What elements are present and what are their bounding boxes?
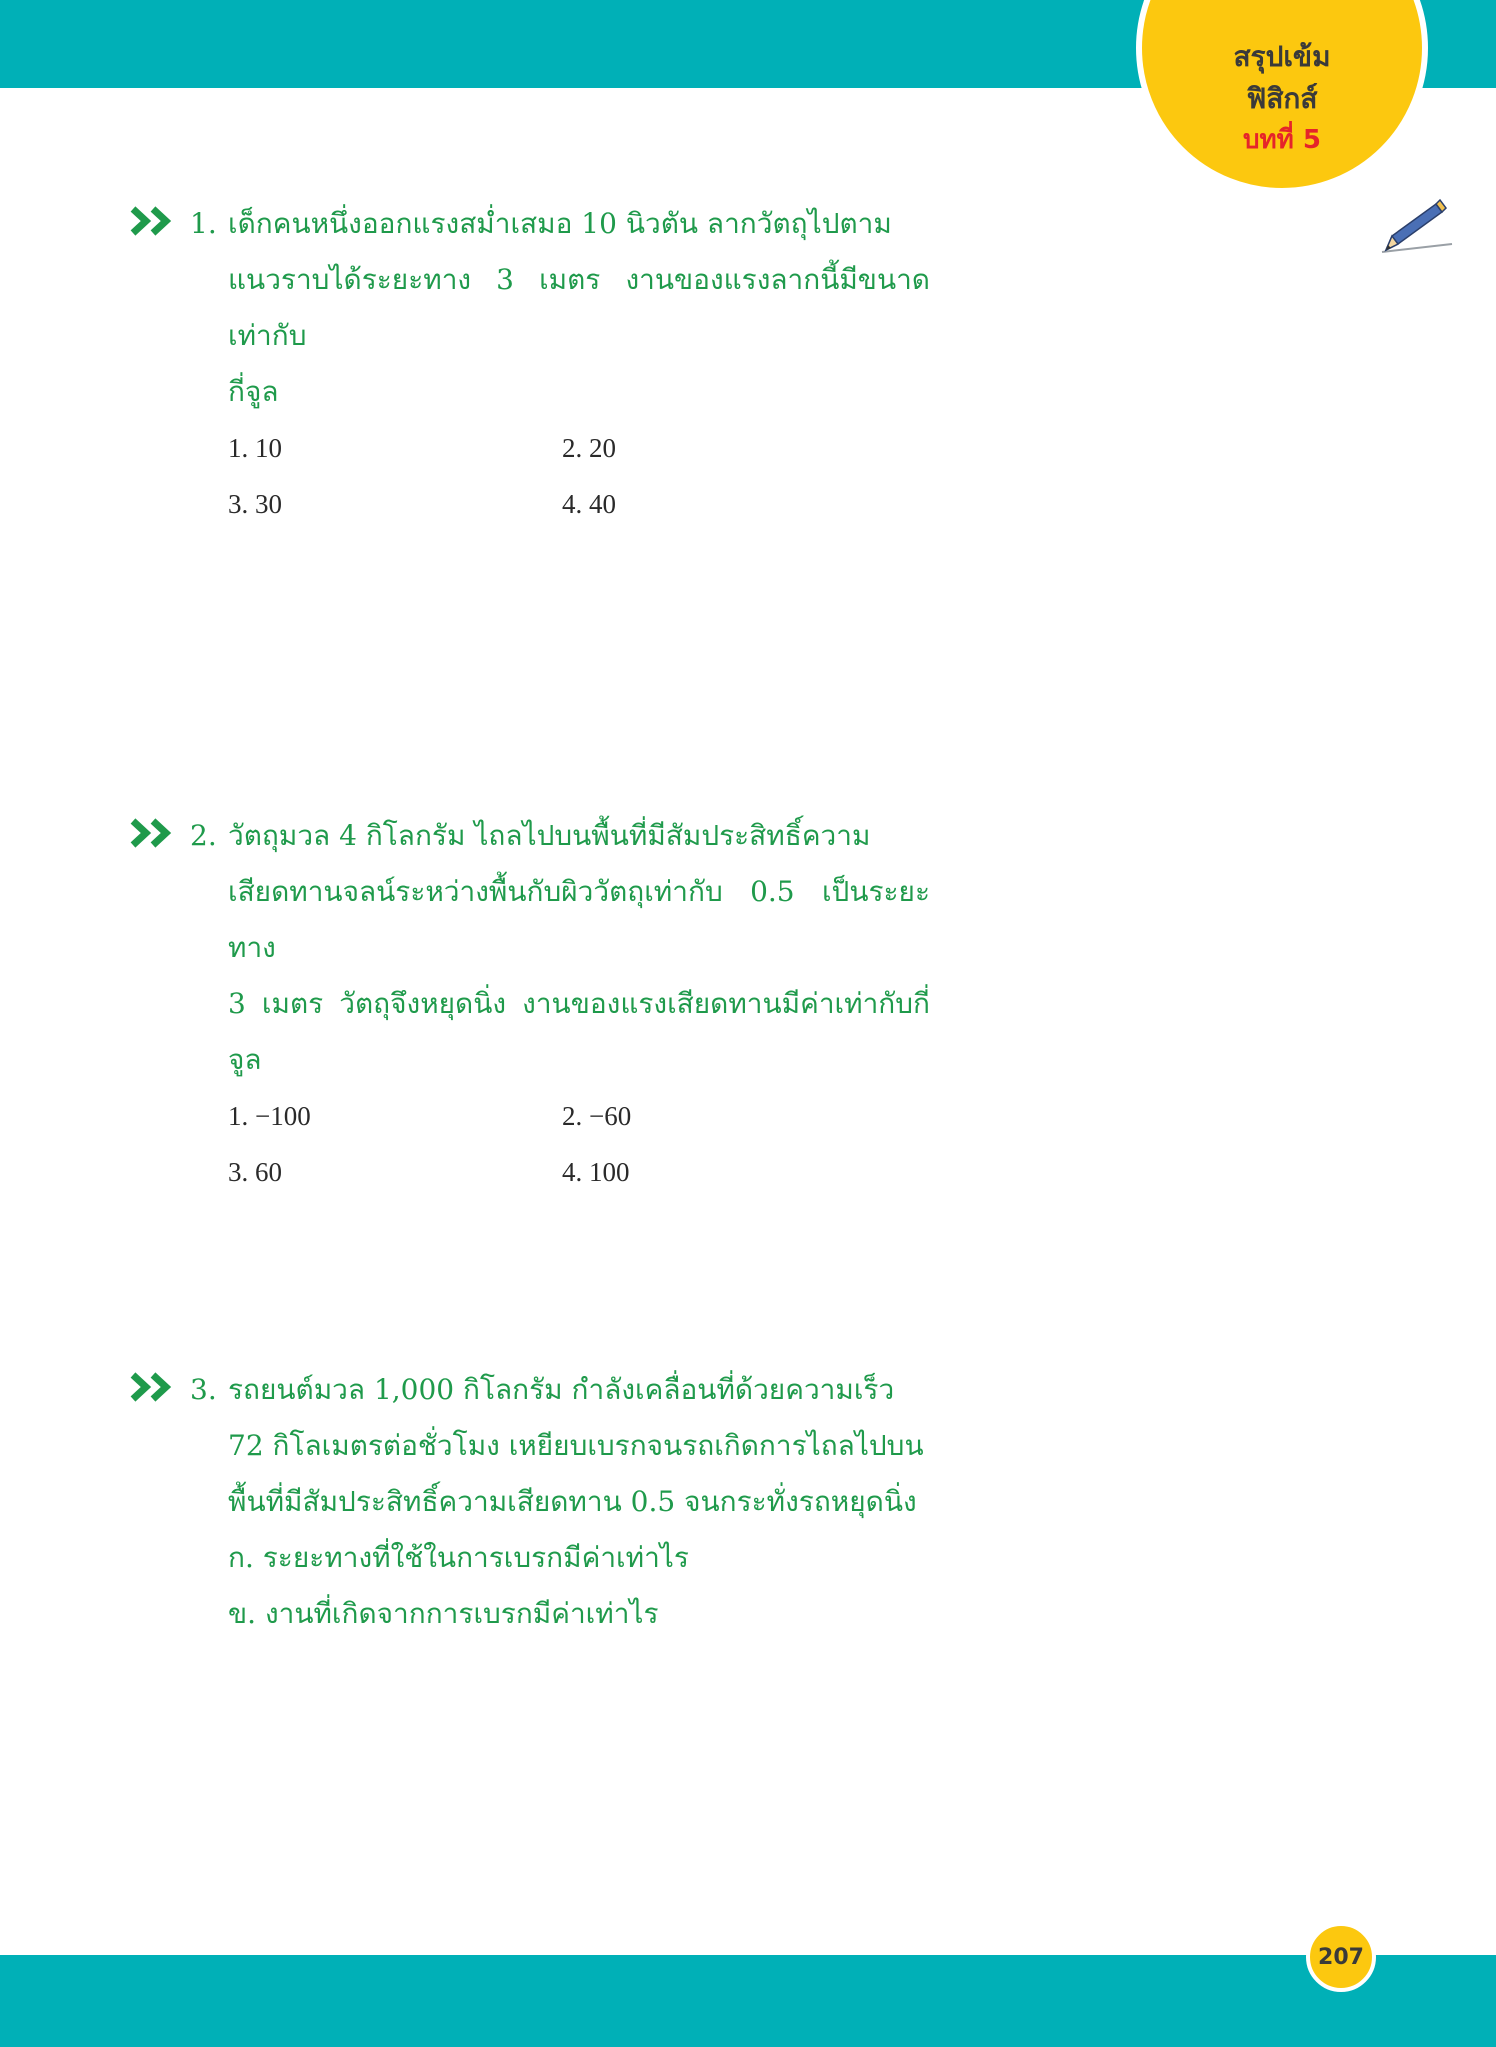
question-line: รถยนต์มวล 1,000 กิโลกรัม กำลังเคลื่อนที่ด้วยความเร็ว — [228, 1373, 895, 1406]
pencil-icon — [1378, 198, 1454, 262]
question-line: เสียดทานจลน์ระหว่างพื้นกับผิววัตถุเท่ากับ 0.5 เป็นระยะทาง — [228, 875, 930, 964]
question-line: 72 กิโลเมตรต่อชั่วโมง เหยียบเบรกจนรถเกิดการไถลไปบน — [228, 1429, 924, 1462]
question-text — [228, 196, 930, 420]
question-number: 3. — [190, 1373, 217, 1406]
question-number: 1. — [190, 207, 217, 240]
question-line: เด็กคนหนึ่งออกแรงสม่ำเสมอ 10 นิวตัน ลากวัตถุไปตาม — [228, 207, 892, 240]
question-line: วัตถุมวล 4 กิโลกรัม ไถลไปบนพื้นที่มีสัมประสิทธิ์ความ — [228, 819, 871, 852]
question-line: พื้นที่มีสัมประสิทธิ์ความเสียดทาน 0.5 จนกระทั่งรถหยุดนิ่ง — [228, 1485, 917, 1518]
chapter-badge — [1136, 0, 1428, 194]
choice-3: 3. 30 — [228, 489, 282, 519]
question-3 — [130, 1362, 930, 1642]
answer-choices — [228, 420, 930, 532]
answer-choices — [228, 1088, 930, 1200]
choice-2: 2. −60 — [562, 1101, 632, 1131]
choice-1: 1. −100 — [228, 1101, 311, 1131]
question-line: แนวราบได้ระยะทาง 3 เมตร งานของแรงลากนี้มีขนาดเท่ากับ — [228, 263, 930, 352]
footer-band — [0, 1955, 1496, 2047]
badge-chapter: บทที่ 5 — [1243, 125, 1321, 155]
page-number: 207 — [1306, 1922, 1376, 1992]
choice-3: 3. 60 — [228, 1157, 282, 1187]
badge-title-line2: ฟิสิกส์ — [1246, 82, 1318, 115]
choice-2: 2. 20 — [562, 433, 616, 463]
question-line: 3 เมตร วัตถุจึงหยุดนิ่ง งานของแรงเสียดทานมีค่าเท่ากับกี่จูล — [228, 987, 930, 1076]
question-number: 2. — [190, 819, 217, 852]
choice-4: 4. 40 — [562, 489, 616, 519]
question-1 — [130, 196, 930, 532]
sub-question-b: ข. งานที่เกิดจากการเบรกมีค่าเท่าไร — [228, 1597, 659, 1630]
chevron-right-icon — [130, 1372, 174, 1402]
badge-title-line1: สรุปเข้ม — [1233, 40, 1331, 73]
question-line: กี่จูล — [228, 375, 279, 408]
choice-4: 4. 100 — [562, 1157, 630, 1187]
question-text — [228, 1362, 930, 1642]
chevron-right-icon — [130, 818, 174, 848]
question-text — [228, 808, 930, 1088]
choice-1: 1. 10 — [228, 433, 282, 463]
chevron-right-icon — [130, 206, 174, 236]
question-2 — [130, 808, 930, 1200]
sub-question-a: ก. ระยะทางที่ใช้ในการเบรกมีค่าเท่าไร — [228, 1541, 689, 1574]
